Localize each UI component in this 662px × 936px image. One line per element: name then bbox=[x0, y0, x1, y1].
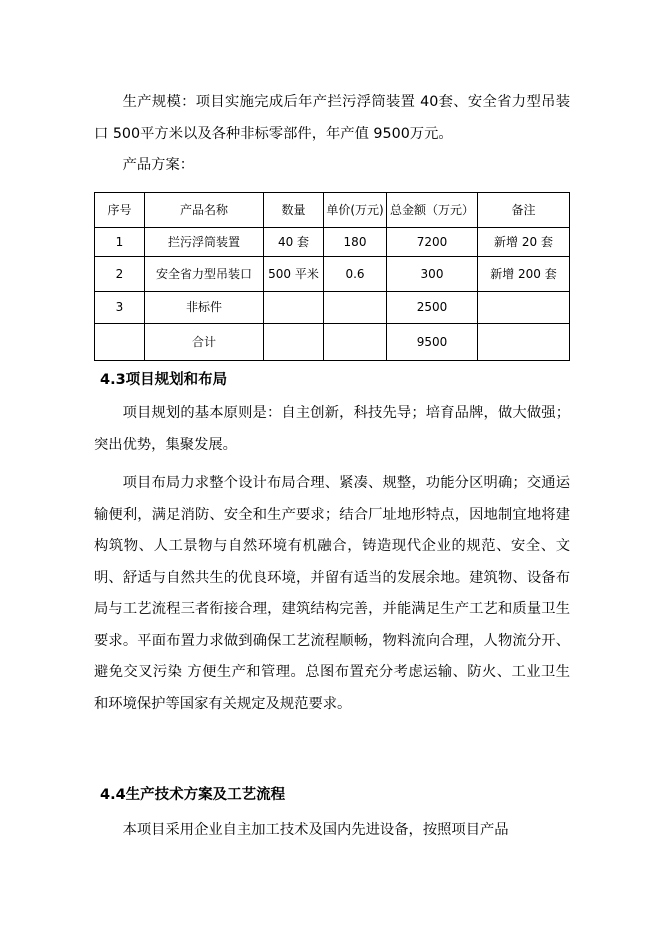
cell-quantity bbox=[264, 292, 324, 324]
header-quantity: 数量 bbox=[264, 193, 324, 228]
section-4-3-heading: 4.3项目规划和布局 bbox=[100, 372, 228, 388]
section-4-3-paragraph-2: 项目布局力求整个设计布局合理、紧凑、规整，功能分区明确；交通运输便利，满足消防、安全和生产要求；结合厂址地形特点，因地制宜地将建构筑物、人工景物与自然环境有机融合，铸造现代企业的规范、安全、文明、舒适与自然共生的优良环境，并留有适当的发展余地。建筑物、设备布局与工艺流程三者衔接合理，建筑结构完善，并能满足生产工艺和质量卫生要求。平面布置力求做到确保工艺流程顺畅，物料流向合理，人物流分开、避免交叉污染 方便生产和管理。总图布置充分考虑运输、防火、工业卫生和环境保护等国家有关规定及规范要求。 bbox=[94, 475, 570, 712]
header-total-amount: 总金额（万元） bbox=[387, 193, 478, 228]
cell-seq: 1 bbox=[95, 228, 145, 257]
cell-unit-price bbox=[324, 292, 387, 324]
product-plan-table bbox=[94, 192, 570, 361]
cell-quantity: 40 套 bbox=[264, 228, 324, 257]
table-header-row bbox=[95, 193, 570, 228]
header-unit-price: 单价(万元) bbox=[324, 193, 387, 228]
table-total-row bbox=[95, 324, 570, 361]
cell-total-amount: 2500 bbox=[387, 292, 478, 324]
cell-remark bbox=[478, 324, 570, 361]
table-row bbox=[95, 228, 570, 257]
cell-total-amount: 300 bbox=[387, 257, 478, 292]
cell-total-amount: 9500 bbox=[387, 324, 478, 361]
cell-product-name: 拦污浮筒装置 bbox=[145, 228, 264, 257]
cell-seq bbox=[95, 324, 145, 361]
cell-unit-price: 180 bbox=[324, 228, 387, 257]
cell-remark bbox=[478, 292, 570, 324]
header-seq: 序号 bbox=[95, 193, 145, 228]
product-plan-label: 产品方案： bbox=[122, 157, 195, 173]
cell-remark: 新增 20 套 bbox=[478, 228, 570, 257]
cell-unit-price: 0.6 bbox=[324, 257, 387, 292]
section-4-4-heading: 4.4生产技术方案及工艺流程 bbox=[100, 787, 286, 803]
production-scale-paragraph: 生产规模：项目实施完成后年产拦污浮筒装置 40套、安全省力型吊装口 500平方米以及各种非标零部件，年产值 9500万元。 bbox=[94, 94, 570, 142]
cell-unit-price bbox=[324, 324, 387, 361]
cell-remark: 新增 200 套 bbox=[478, 257, 570, 292]
section-4-3-paragraph-1: 项目规划的基本原则是：自主创新，科技先导；培育品牌，做大做强；突出优势，集聚发展。 bbox=[94, 405, 570, 453]
cell-seq: 2 bbox=[95, 257, 145, 292]
cell-total-amount: 7200 bbox=[387, 228, 478, 257]
cell-product-name: 安全省力型吊装口 bbox=[145, 257, 264, 292]
table-row bbox=[95, 292, 570, 324]
cell-seq: 3 bbox=[95, 292, 145, 324]
section-4-4-paragraph-1: 本项目采用企业自主加工技术及国内先进设备，按照项目产品 bbox=[122, 822, 509, 838]
cell-quantity bbox=[264, 324, 324, 361]
header-product-name: 产品名称 bbox=[145, 193, 264, 228]
cell-quantity: 500 平米 bbox=[264, 257, 324, 292]
cell-product-name: 非标件 bbox=[145, 292, 264, 324]
cell-total-label: 合计 bbox=[145, 324, 264, 361]
header-remark: 备注 bbox=[478, 193, 570, 228]
table-row bbox=[95, 257, 570, 292]
